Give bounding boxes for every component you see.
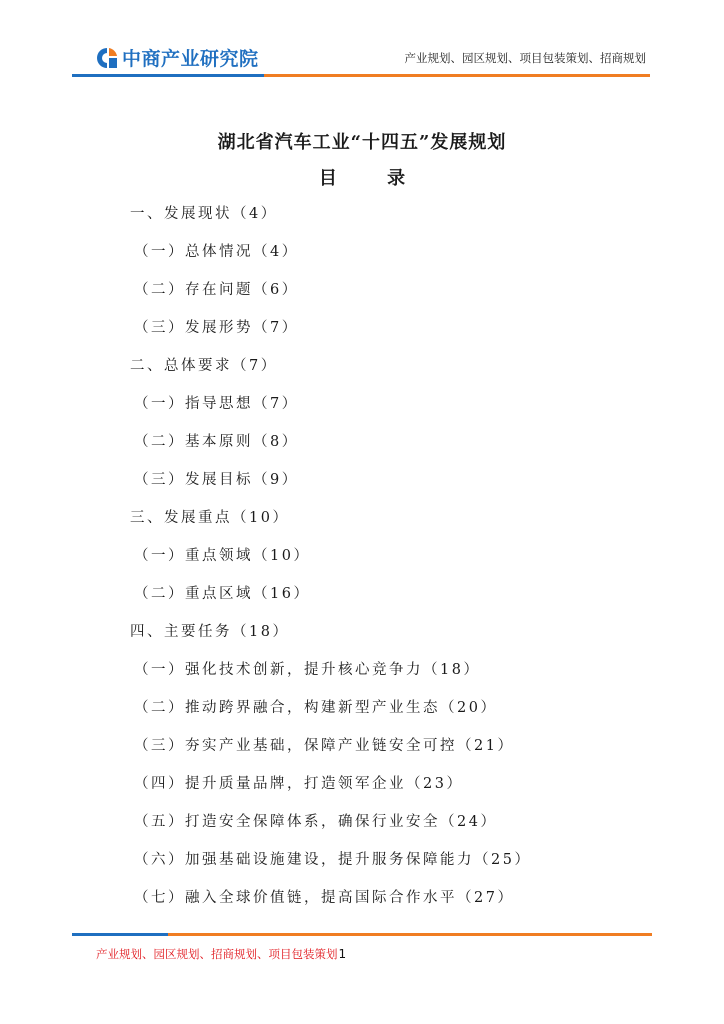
company-logo	[96, 44, 259, 71]
toc-item[interactable]: （四）提升质量品牌，打造领军企业（23）	[134, 776, 464, 792]
toc-item[interactable]: 三、发展重点（10）	[130, 510, 290, 526]
toc-item[interactable]: 一、发展现状（4）	[130, 206, 278, 222]
page-header	[0, 0, 724, 90]
toc-item[interactable]: （三）夯实产业基础，保障产业链安全可控（21）	[134, 738, 515, 754]
toc-item[interactable]: （六）加强基础设施建设，提升服务保障能力（25）	[134, 852, 532, 868]
toc-item[interactable]: （一）指导思想（7）	[134, 396, 299, 412]
logo-icon	[96, 47, 118, 69]
toc-item[interactable]: （二）存在问题（6）	[134, 282, 299, 298]
toc-item[interactable]: 二、总体要求（7）	[130, 358, 278, 374]
toc-item[interactable]: （二）基本原则（8）	[134, 434, 299, 450]
footer-tagline: 产业规划、园区规划、招商规划、项目包装策划	[96, 947, 338, 961]
page-footer	[96, 946, 346, 962]
toc-item[interactable]: （二）推动跨界融合，构建新型产业生态（20）	[134, 700, 498, 716]
table-of-contents	[130, 199, 531, 921]
footer-rule-orange	[168, 933, 652, 936]
toc-item[interactable]: （三）发展目标（9）	[134, 472, 299, 488]
toc-item[interactable]: 四、主要任务（18）	[130, 624, 290, 640]
header-rule-blue	[72, 74, 264, 77]
document-title: 湖北省汽车工业“十四五”发展规划	[217, 132, 507, 153]
header-tagline: 产业规划、园区规划、项目包装策划、招商规划	[404, 51, 646, 65]
toc-item[interactable]: （一）总体情况（4）	[134, 244, 299, 260]
footer-rule-blue	[72, 933, 168, 936]
toc-item[interactable]: （三）发展形势（7）	[134, 320, 299, 336]
page-number: 1	[338, 947, 347, 961]
toc-item[interactable]: （一）重点领域（10）	[134, 548, 311, 564]
logo-text: 中商产业研究院	[122, 48, 259, 70]
toc-item[interactable]: （七）融入全球价值链，提高国际合作水平（27）	[134, 890, 515, 906]
toc-item[interactable]: （二）重点区域（16）	[134, 586, 311, 602]
header-rule-orange	[264, 74, 650, 77]
toc-item[interactable]: （五）打造安全保障体系，确保行业安全（24）	[134, 814, 498, 830]
toc-heading: 目 录	[318, 168, 428, 189]
toc-item[interactable]: （一）强化技术创新，提升核心竞争力（18）	[134, 662, 481, 678]
